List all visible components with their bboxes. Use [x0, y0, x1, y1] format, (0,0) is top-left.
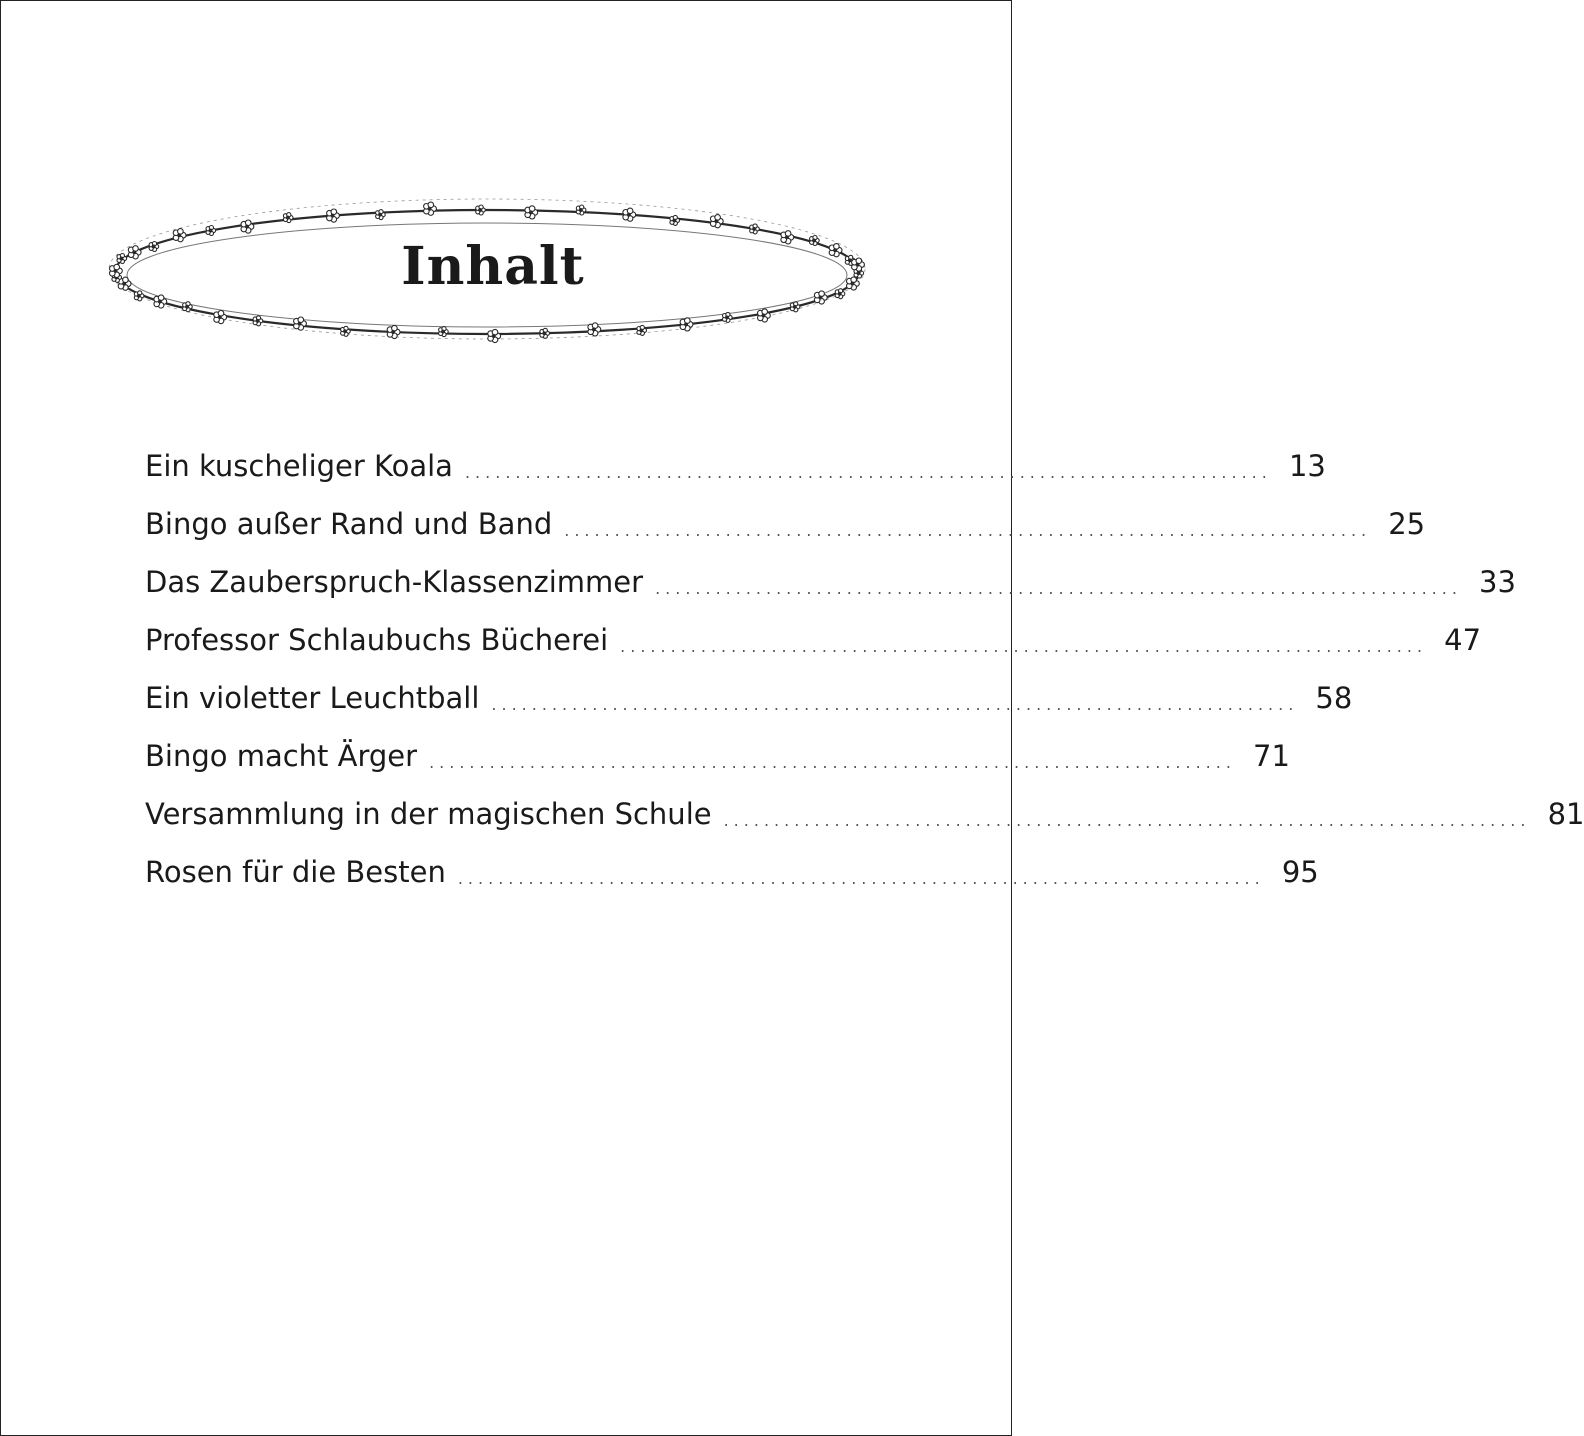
toc-entry-title: Bingo macht Ärger: [145, 739, 418, 773]
toc-entry: [145, 507, 1426, 565]
toc-entry-page: 47: [1444, 623, 1482, 657]
toc-entry-page: 81: [1547, 797, 1584, 831]
toc-entry-page: 95: [1281, 855, 1319, 889]
toc-entry-title: Ein violetter Leuchtball: [145, 681, 480, 715]
toc-dot-leader: ................................................................................: [457, 869, 1265, 888]
toc-dot-leader: ................................................................................: [491, 695, 1299, 714]
toc-entry-page: 58: [1315, 681, 1353, 715]
toc-entry-page: 71: [1253, 739, 1290, 773]
toc-entry-title: Versammlung in der magischen Schule: [145, 797, 712, 831]
toc-entry: [145, 565, 1516, 623]
toc-dot-leader: ................................................................................: [464, 463, 1272, 482]
page-title: Inhalt: [401, 236, 585, 297]
toc-entry-title: Bingo außer Rand und Band: [145, 507, 553, 541]
toc-entry-page: 25: [1388, 507, 1426, 541]
toc-dot-leader: ................................................................................: [564, 521, 1372, 540]
toc-entry: [145, 739, 1290, 797]
table-of-contents: [145, 449, 1584, 913]
toc-entry-title: Rosen für die Besten: [145, 855, 446, 889]
toc-entry: [145, 449, 1326, 507]
toc-entry-title: Professor Schlaubuchs Bücherei: [145, 623, 609, 657]
toc-entry-title: Ein kuscheliger Koala: [145, 449, 453, 483]
toc-entry-page: 33: [1479, 565, 1516, 599]
toc-entry: [145, 797, 1584, 855]
toc-entry: [145, 681, 1353, 739]
toc-entry-title: Das Zauberspruch-Klassenzimmer: [145, 565, 644, 599]
toc-entry-page: 13: [1288, 449, 1326, 483]
toc-entry: [145, 623, 1482, 681]
toc-dot-leader: ................................................................................: [723, 811, 1531, 830]
toc-dot-leader: ................................................................................: [620, 637, 1428, 656]
toc-entry: [145, 855, 1319, 913]
toc-dot-leader: ................................................................................: [429, 753, 1236, 772]
toc-dot-leader: ................................................................................: [655, 579, 1462, 598]
